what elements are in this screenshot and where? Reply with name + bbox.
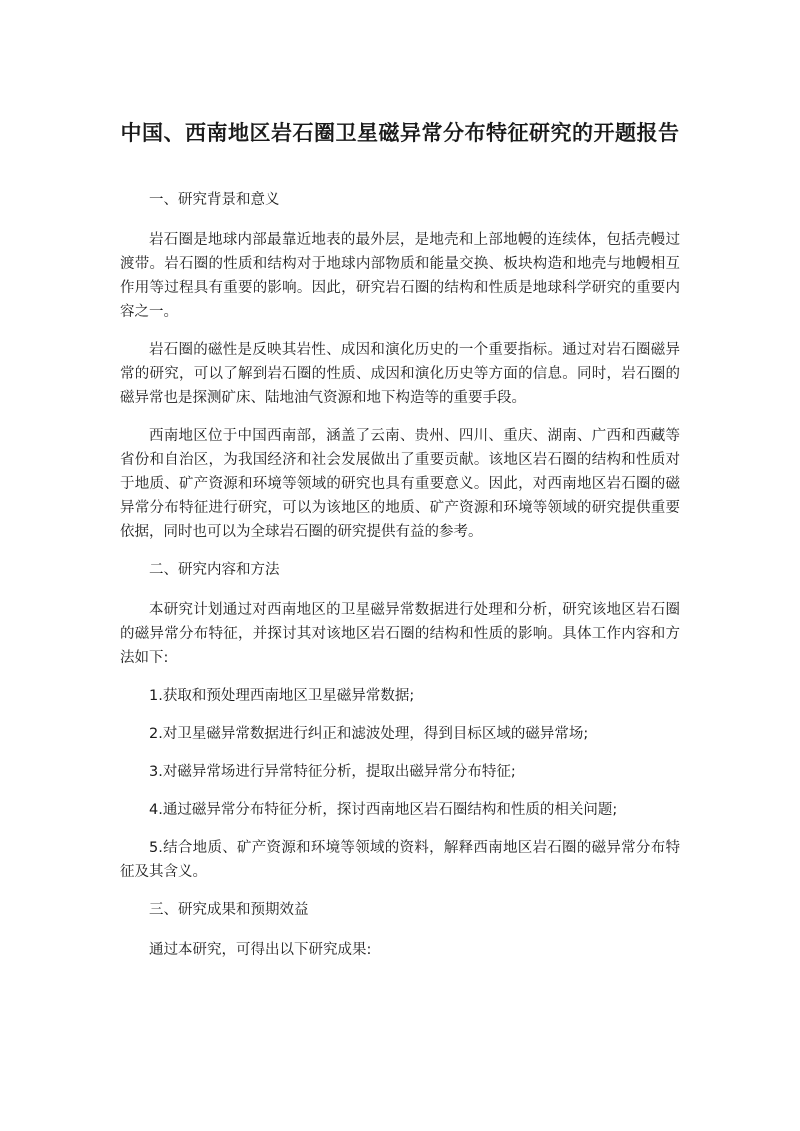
- list-item: 2.对卫星磁异常数据进行纠正和滤波处理，得到目标区域的磁异常场;: [149, 726, 589, 742]
- document-title: 中国、西南地区岩石圈卫星磁异常分布特征研究的开题报告: [120, 121, 680, 145]
- body-paragraph: 岩石圈是地球内部最靠近地表的最外层，是地壳和上部地幔的连续体，包括壳幔过渡带。岩石圈的性质和结构对于地球内部物质和能量交换、板块构造和地壳与地幔相互作用等过程具有重要的影响。因此，研究岩石圈的结构和性质是地球科学研究的重要内容之一。: [120, 232, 680, 320]
- body-paragraph: 西南地区位于中国西南部，涵盖了云南、贵州、四川、重庆、湖南、广西和西藏等省份和自治区，为我国经济和社会发展做出了重要贡献。该地区岩石圈的结构和性质对于地质、矿产资源和环境等领域的研究也具有重要意义。因此，对西南地区岩石圈的磁异常分布特征进行研究，可以为该地区的地质、矿产资源和环境等领域的研究提供重要依据，同时也可以为全球岩石圈的研究提供有益的参考。: [120, 428, 680, 540]
- section-heading: 二、研究内容和方法: [149, 562, 280, 578]
- list-item: 3.对磁异常场进行异常特征分析，提取出磁异常分布特征;: [149, 764, 516, 780]
- list-item: 5.结合地质、矿产资源和环境等领域的资料，解释西南地区岩石圈的磁异常分布特征及其含义。: [120, 840, 680, 880]
- list-item: 4.通过磁异常分布特征分析，探讨西南地区岩石圈结构和性质的相关问题;: [149, 802, 618, 818]
- list-item: 1.获取和预处理西南地区卫星磁异常数据;: [149, 688, 415, 704]
- body-paragraph: 岩石圈的磁性是反映其岩性、成因和演化历史的一个重要指标。通过对岩石圈磁异常的研究，可以了解到岩石圈的性质、成因和演化历史等方面的信息。同时，岩石圈的磁异常也是探测矿床、陆地油气资源和地下构造等的重要手段。: [120, 342, 680, 406]
- section-heading: 三、研究成果和预期效益: [149, 902, 309, 918]
- document-body: [120, 188, 680, 962]
- body-paragraph: 通过本研究，可得出以下研究成果:: [149, 942, 372, 958]
- section-heading: 一、研究背景和意义: [149, 192, 280, 208]
- body-paragraph: 本研究计划通过对西南地区的卫星磁异常数据进行处理和分析，研究该地区岩石圈的磁异常分布特征，并探讨其对该地区岩石圈的结构和性质的影响。具体工作内容和方法如下:: [120, 602, 680, 666]
